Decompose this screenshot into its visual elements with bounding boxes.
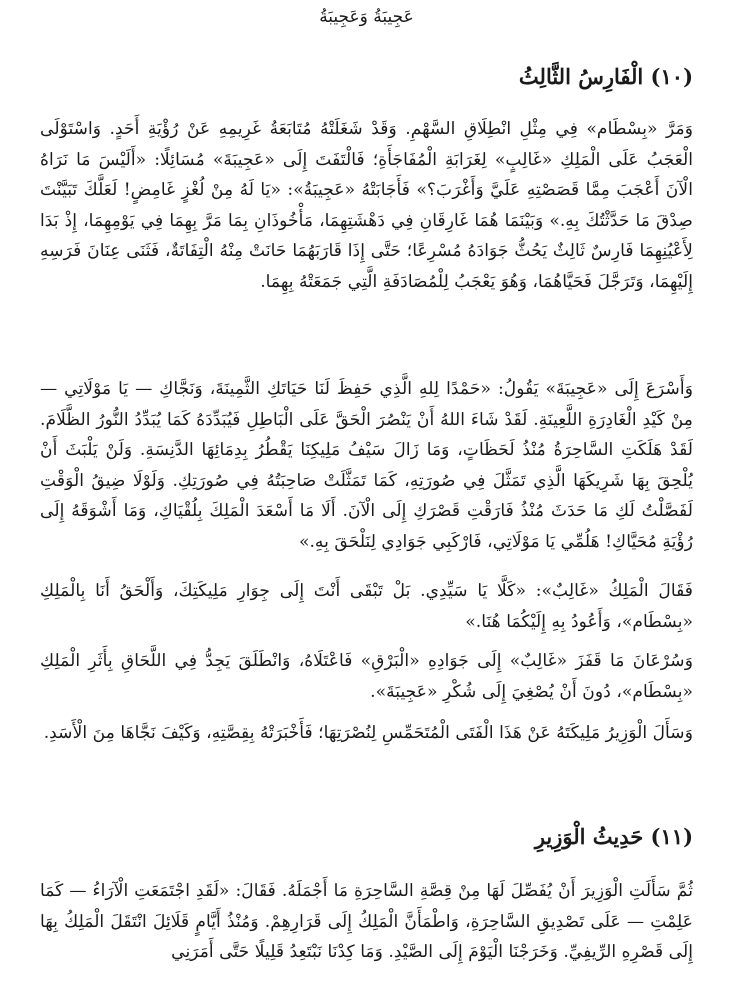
paragraph: وَسُرْعَانَ مَا قَفَزَ «غَالِبٌ» إِلَى جَوَادِهِ «الْبَرْقِ» فَاعْتَلَاهُ، وَانْطَلَقَ يَجِدُّ فِي اللَّحَاقِ بِأَثَرِ الْمَلِكِ «بِسْطَام»، دُونَ أَنْ يُصْغِيَ إِلَى شُكْرِ «عَجِيبَةَ».	[40, 651, 693, 702]
paragraph: فَقَالَ الْمَلِكُ «غَالِبٌ»: «كَلَّا يَا سَيِّدِي. بَلْ تَبْقَى أَنْتَ إِلَى جِوَارِ مَلِيكَتِكَ، وَأَلْحَقُ أَنَا بِالْمَلِكِ «بِسْطَام»، وَأَعُودُ بِهِ إِلَيْكُمَا هُنَا.»	[40, 581, 693, 632]
running-header: عَجِيبَةُ وَعَجِيبَةُ	[319, 7, 414, 27]
paragraph: وَمَرَّ «بِسْطَام» فِي مِثْلِ انْطِلَاقِ السَّهْمِ. وَقَدْ شَغَلَتْهُ مُتَابَعَةُ غَرِيمِهِ عَنْ رُؤْيَةِ أَحَدٍ. وَاسْتَوْلَى الْعَجَبُ عَلَى الْمَلِكِ «غَالِبٍ» لِغَرَابَةِ الْمُفَاجَأَةِ؛ فَالْتَفَتَ إِلَى «عَجِيبَةَ» مُسَائِلًا: «أَلَيْسَ مَا نَرَاهُ الْآنَ أَعْجَبَ مِمَّا قَصَصْتِهِ عَلَيَّ وَأَغْرَبَ؟» فَأَجَابَتْهُ «عَجِيبَةُ»: «يَا لَهُ مِنْ لُغْزٍ غَامِضٍ! لَعَلَّكَ تَبَيَّنْتَ صِدْقَ مَا حَدَّثْتُكَ بِهِ.» وَبَيْنَمَا هُمَا غَارِقَانِ فِي دَهْشَتِهِمَا، مَأْخُوذَانِ بِمَا مَرَّ بِهِمَا فِي يَوْمِهِمَا، إِذْ بَدَا لِأَعْيُنِهِمَا فَارِسٌ ثَالِثٌ يَحُثُّ جَوَادَهُ مُسْرِعًا؛ حَتَّى إِذَا قَارَبَهُمَا حَانَتْ مِنْهُ الْتِفَاتَةٌ، فَثَنَى عِنَانَ فَرَسِهِ إِلَيْهِمَا، وَتَرَجَّلَ فَحَيَّاهُمَا، وَهُوَ يَعْجَبُ لِلْمُصَادَفَةِ الَّتِي جَمَعَتْهُ بِهِمَا.	[40, 119, 693, 292]
paragraph: وَسَأَلَ الْوَزِيرُ مَلِيكَتَهُ عَنْ هَذَا الْفَتَى الْمُتَحَمِّسِ لِنُصْرَتِهَا؛ فَأَخْبَرَتْهُ بِقِصَّتِهِ، وَكَيْفَ نَجَّاهَا مِنَ الْأَسَدِ.	[43, 723, 693, 743]
paragraph: وَأَسْرَعَ إِلَى «عَجِيبَةَ» يَقُولُ: «حَمْدًا لِلهِ الَّذِي حَفِظَ لَنَا حَيَاتَكِ الثَّمِينَةَ، وَنَجَّاكِ — يَا مَوْلَاتِي — مِنْ كَيْدِ الْغَادِرَةِ اللَّعِينَةِ. لَقَدْ شَاءَ اللهُ أَنْ يَنْصُرَ الْحَقَّ عَلَى الْبَاطِلِ فَيُبَدِّدَهُ كَمَا يُبَدِّدُ النُّورُ الظَّلَامَ. لَقَدْ هَلَكَتِ السَّاحِرَةُ مُنْذُ لَحَظَاتٍ، وَمَا زَالَ سَيْفُ مَلِيكِنَا يَقْطُرُ بِدِمَائِهَا الدَّنِسَةِ. وَلَنْ يَلْبَثَ أَنْ يُلْحِقَ بِهَا شَرِيكَهَا الَّذِي تَمَثَّلَ فِي صُورَتِهِ، كَمَا تَمَثَّلَتْ صَاحِبَتُهُ فِي صُورَتِكِ. وَلَوْلَا ضِيقُ الْوَقْتِ لَفَصَّلْتُ لَكِ مَا حَدَثَ مُنْذُ فَارَقْتِ قَصْرَكِ إِلَى الْآنَ. أَلَا مَا أَسْعَدَ الْمَلِكَ بِلُقْيَاكِ، وَمَا أَشْوَقَهُ إِلَى رُؤْيَةِ مُحَيَّاكِ! هَلُمِّي يَا مَوْلَاتِي، فَارْكَبِي جَوَادِي لِنَلْحَقَ بِهِ.»	[40, 379, 693, 552]
paragraph: ثُمَّ سَأَلَتِ الْوَزِيرَ أَنْ يُفَصِّلَ لَهَا مِنْ قِصَّةِ السَّاحِرَةِ مَا أَجْمَلَهُ. فَقَالَ: «لَقَدِ اجْتَمَعَتِ الْآرَاءُ — كَمَا عَلِمْتِ — عَلَى تَصْدِيقِ السَّاحِرَةِ، وَاطْمَأَنَّ الْمَلِكُ إِلَى قَرَارِهِمْ. وَمُنْذُ أَيَّامٍ قَلَائِلَ انْتَقَلَ الْمَلِكُ بِهَا إِلَى قَصْرِهِ الرِّيفِيِّ. وَخَرَجْنَا الْيَوْمَ إِلَى الصَّيْدِ. وَمَا كِدْنَا نَبْتَعِدُ قَلِيلًا حَتَّى أَمَرَنِي	[40, 881, 693, 963]
section-heading-11: (١١) حَدِيثُ الْوَزِيرِ	[534, 824, 693, 849]
book-page	[40, 0, 693, 1000]
section-heading-10: (١٠) الْفَارِسُ الثَّالِثُ	[518, 64, 693, 89]
